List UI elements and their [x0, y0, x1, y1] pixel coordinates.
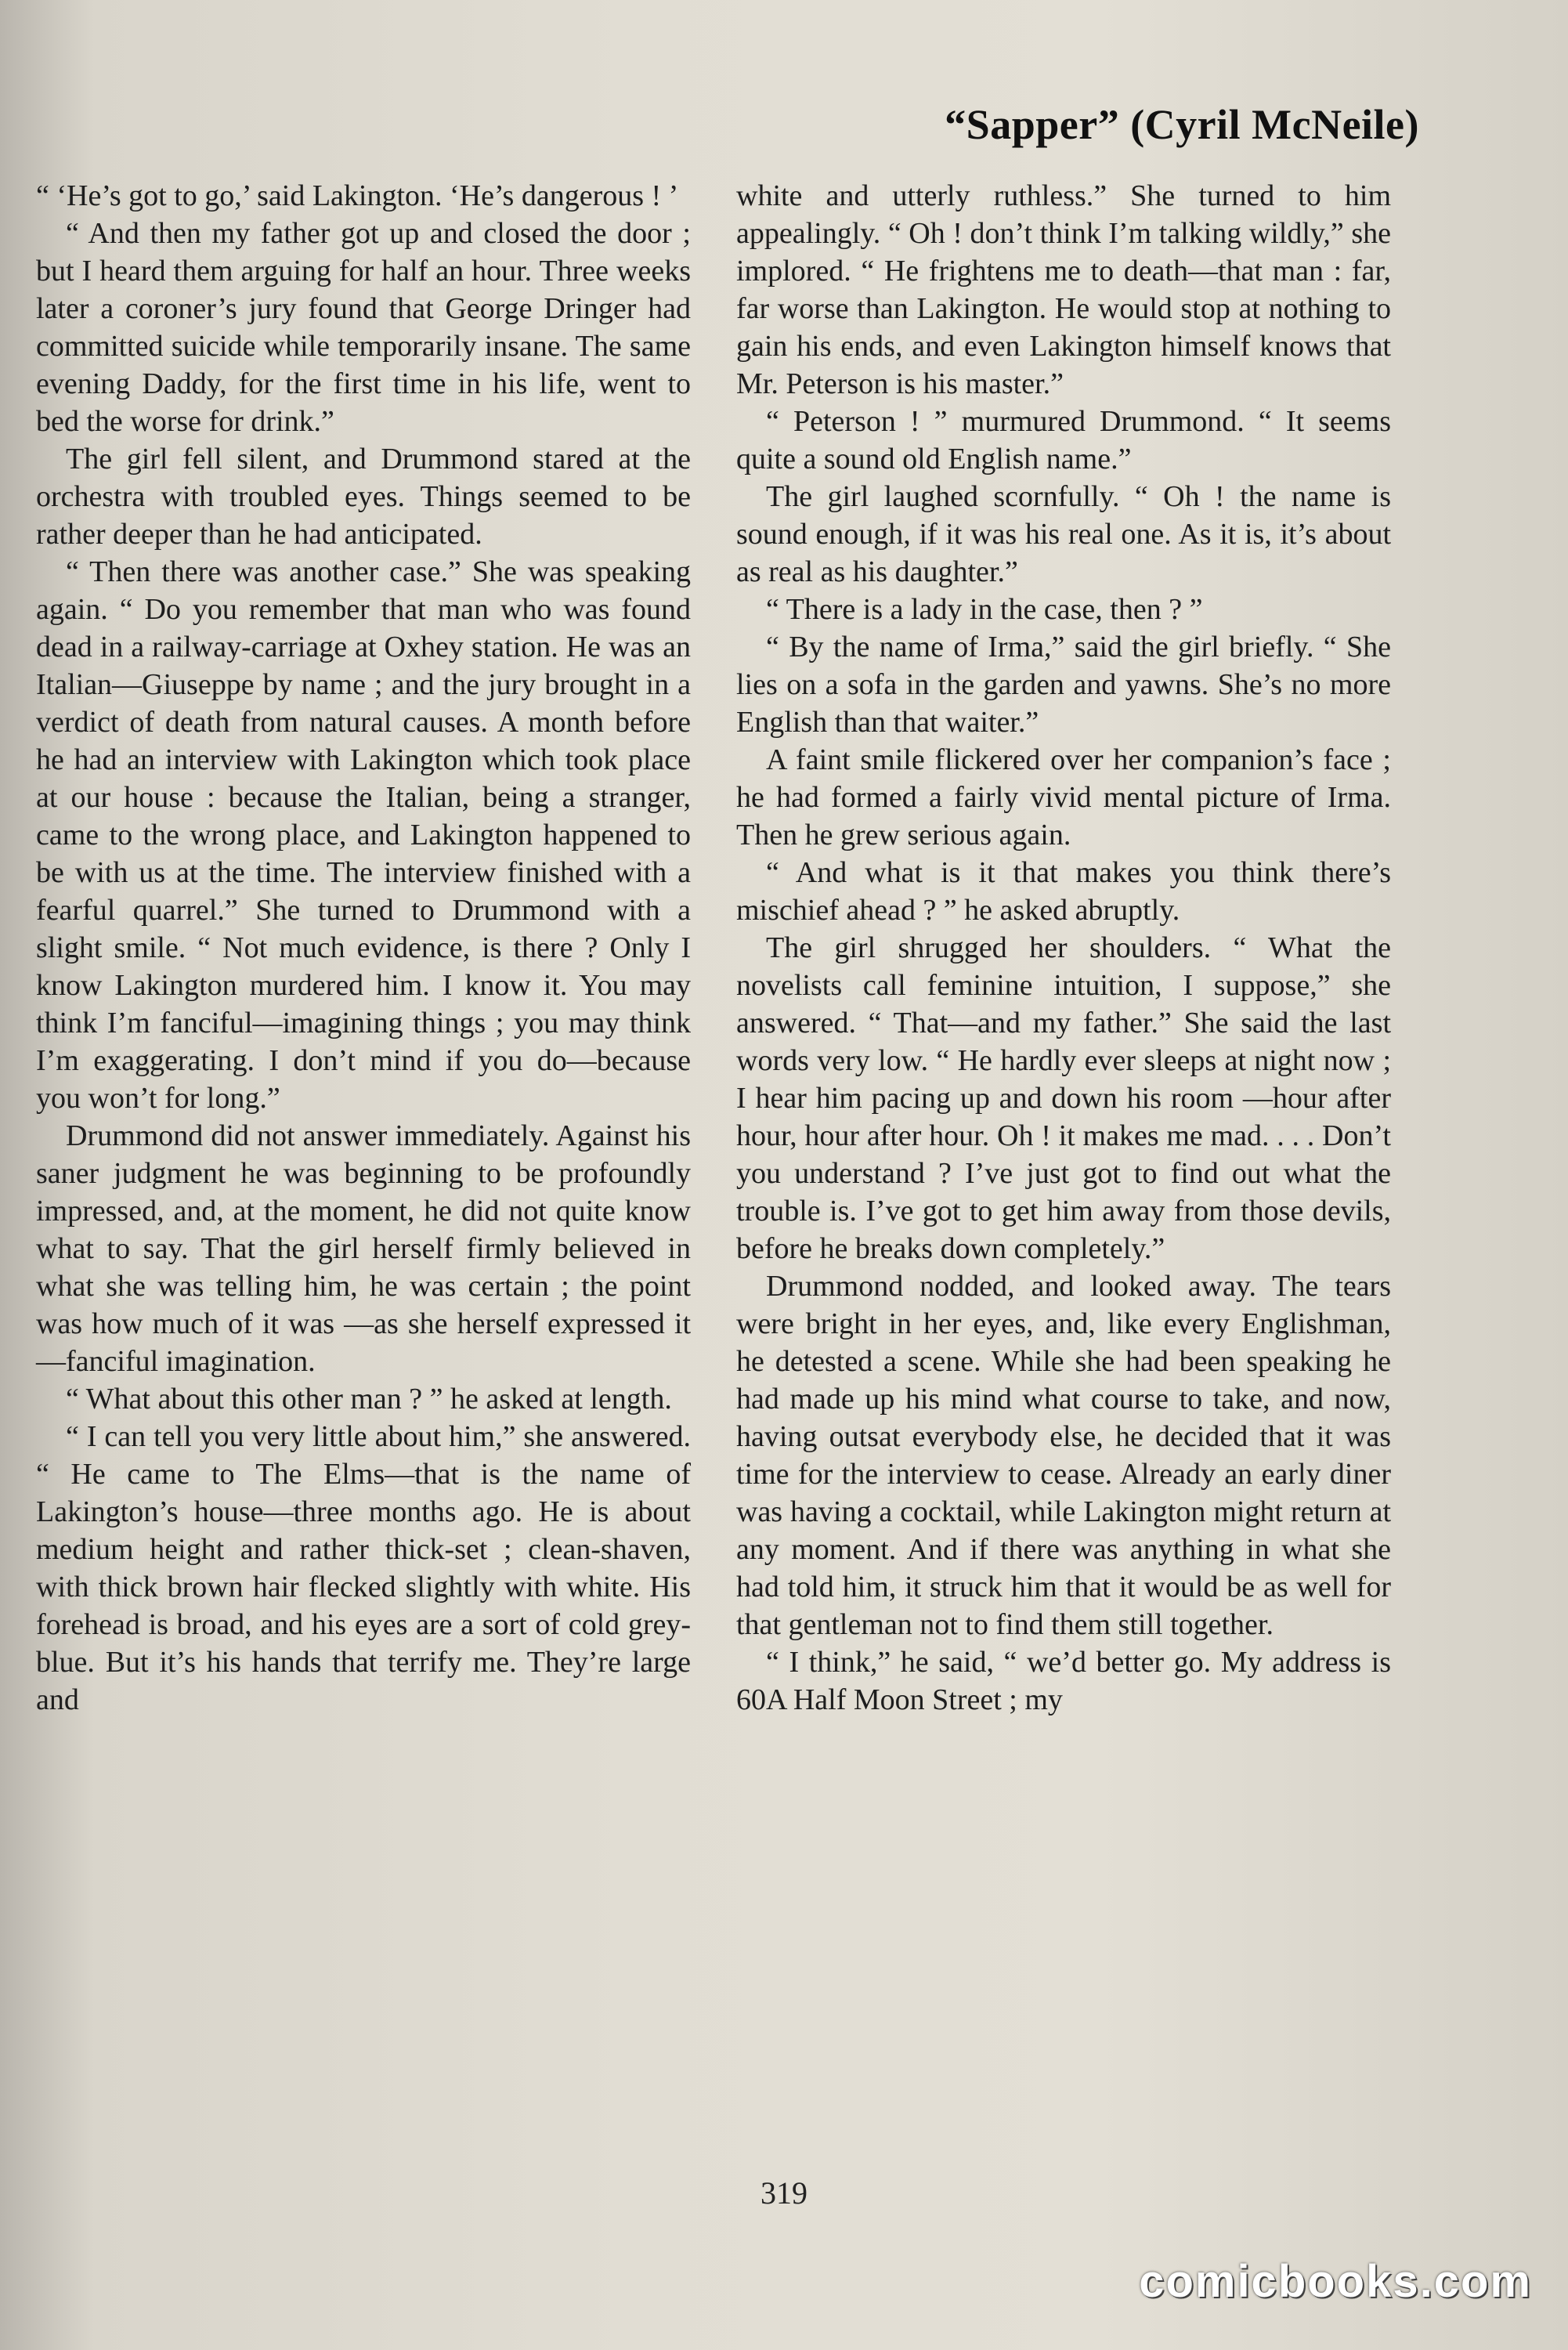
paragraph: “ I think,” he said, “ we’d better go. My address is 60A Half Moon Street ; my [736, 1646, 1391, 1716]
right-column [736, 177, 1391, 1719]
paragraph: “ Peterson ! ” murmured Drummond. “ It seems quite a sound old English name.” [736, 405, 1391, 475]
page-number: 319 [761, 2175, 807, 2211]
site-watermark: comicbooks.com [1139, 2256, 1532, 2307]
paragraph: The girl laughed scornfully. “ Oh ! the name is sound enough, if it was his real one. As it is, it’s about as real as his daughter.” [736, 480, 1391, 588]
paragraph: “ By the name of Irma,” said the girl briefly. “ She lies on a sofa in the garden and yawns. She’s no more English than that waiter.” [736, 631, 1391, 739]
running-header: “Sapper” (Cyril McNeile) [945, 101, 1419, 148]
paragraph: white and utterly ruthless.” She turned to him appealingly. “ Oh ! don’t think I’m talking wildly,” she implored. “ He frightens me to death—that man : far, far worse than Lakington. He would stop at nothing to gain his ends, and even Lakington himself knows that Mr. Peterson is his master.” [736, 179, 1391, 400]
paragraph: Drummond nodded, and looked away. The tears were bright in her eyes, and, like every Englishman, he detested a scene. While she had been speaking he had made up his mind what course to take, and now, having outsat everybody else, he decided that it was time for the interview to cease. Already an early diner was having a cocktail, while Lakington might return at any moment. And if there was anything in what she had told him, it struck him that it would be as well for that gentleman not to find them still together. [736, 1270, 1391, 1641]
paragraph: “ I can tell you very little about him,” she answered. “ He came to The Elms—that is the name of Lakington’s house—three months ago. He is about medium height and rather thick-set ; clean-shaven, with thick brown hair flecked slightly with white. His forehead is broad, and his eyes are a sort of cold grey-blue. But it’s his hands that terrify me. They’re large and [36, 1420, 691, 1716]
paragraph: “ There is a lady in the case, then ? ” [766, 593, 1203, 626]
paragraph: The girl shrugged her shoulders. “ What the novelists call feminine intuition, I suppose,” she answered. “ That—and my father.” She said the last words very low. “ He hardly ever sleeps at night now ; I hear him pacing up and down his room —hour after hour, hour after hour. Oh ! it makes me mad. . . . Don’t you understand ? I’ve just got to find out what the trouble is. I’ve got to get him away from those devils, before he breaks down completely.” [736, 931, 1391, 1265]
paragraph: A faint smile flickered over her companion’s face ; he had formed a fairly vivid mental picture of Irma. Then he grew serious again. [736, 743, 1391, 851]
paragraph: “ And what is it that makes you think there’s mischief ahead ? ” he asked abruptly. [736, 856, 1391, 927]
paragraph: The girl fell silent, and Drummond stared at the orchestra with troubled eyes. Things seemed to be rather deeper than he had anticipated. [36, 443, 691, 551]
left-column [36, 177, 691, 1719]
paragraph: “ What about this other man ? ” he asked at length. [66, 1383, 672, 1415]
paragraph: Drummond did not answer immediately. Against his saner judgment he was beginning to be profoundly impressed, and, at the moment, he did not quite know what to say. That the girl herself firmly believed in what she was telling him, he was certain ; the point was how much of it was —as she herself expressed it—fanciful imagination. [36, 1119, 691, 1378]
paragraph: “ And then my father got up and closed the door ; but I heard them arguing for half an hour. Three weeks later a coroner’s jury found that George Dringer had committed suicide while temporarily insane. The same evening Daddy, for the first time in his life, went to bed the worse for drink.” [36, 217, 691, 438]
paragraph: “ ‘He’s got to go,’ said Lakington. ‘He’s dangerous ! ’ [36, 179, 679, 212]
paragraph: “ Then there was another case.” She was speaking again. “ Do you remember that man who was found dead in a railway-carriage at Oxhey station. He was an Italian—Giuseppe by name ; and the jury brought in a verdict of death from natural causes. A month before he had an interview with Lakington which took place at our house : because the Italian, being a stranger, came to the wrong place, and Lakington happened to be with us at the time. The interview finished with a fearful quarrel.” She turned to Drummond with a slight smile. “ Not much evidence, is there ? Only I know Lakington murdered him. I know it. You may think I’m fanciful—imagining things ; you may think I’m exaggerating. I don’t mind if you do—because you won’t for long.” [36, 555, 691, 1115]
